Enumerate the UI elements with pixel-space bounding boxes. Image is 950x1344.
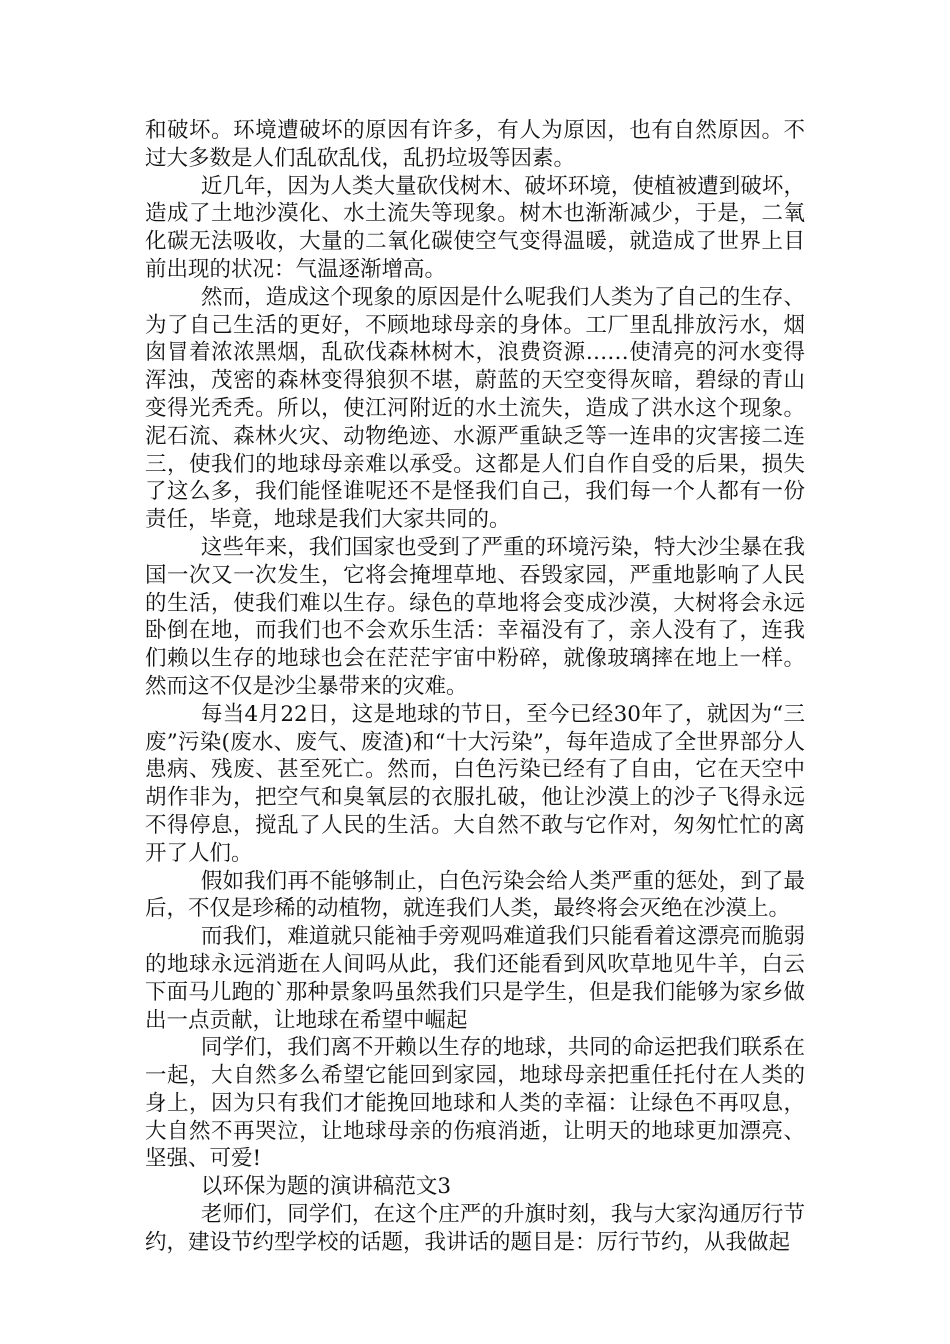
- section-heading: 以环保为题的演讲稿范文3: [200, 1174, 452, 1200]
- document-body: [145, 117, 805, 1257]
- paragraph-4: 这些年来，我们国家也受到了严重的环境污染，特大沙尘暴在我国一次又一次发生，它将会掩埋草地、吞毁家园，严重地影响了人民的生活，使我们难以生存。绿色的草地将会变成沙漠，大树将会永远卧倒在地，而我们也不会欢乐生活：幸福没有了，亲人没有了，连我们赖以生存的地球也会在茫茫宇宙中粉碎，就像玻璃摔在地上一样。然而这不仅是沙尘暴带来的灾难。: [145, 534, 805, 699]
- paragraph-2: 近几年，因为人类大量砍伐树木、破坏环境，使植被遭到破坏，造成了土地沙漠化、水土流失等现象。树木也渐渐减少，于是，二氧化碳无法吸收，大量的二氧化碳使空气变得温暖，就造成了世界上目前出现的状况：气温逐渐增高。: [145, 173, 805, 282]
- paragraph-9: 老师们，同学们，在这个庄严的升旗时刻，我与大家沟通厉行节约，建设节约型学校的话题，我讲话的题目是：厉行节约，从我做起: [145, 1202, 805, 1255]
- paragraph-3: 然而，造成这个现象的原因是什么呢我们人类为了自己的生存、为了自己生活的更好，不顾地球母亲的身体。工厂里乱排放污水，烟囱冒着浓浓黑烟，乱砍伐森林树木，浪费资源……使清亮的河水变得浑浊，茂密的森林变得狼狈不堪，蔚蓝的天空变得灰暗，碧绿的青山变得光秃秃。所以，使江河附近的水土流失，造成了洪水这个现象。泥石流、森林火灾、动物绝迹、水源严重缺乏等一连串的灾害接二连三，使我们的地球母亲难以承受。这都是人们自作自受的后果，损失了这么多，我们能怪谁呢还不是怪我们自己，我们每一个人都有一份责任，毕竟，地球是我们大家共同的。: [145, 284, 805, 533]
- paragraph-8: 同学们，我们离不开赖以生存的地球，共同的命运把我们联系在一起，大自然多么希望它能回到家园，地球母亲把重任托付在人类的身上，因为只有我们才能挽回地球和人类的幸福：让绿色不再叹息，大自然不再哭泣，让地球母亲的伤痕消逝，让明天的地球更加漂亮、坚强、可爱!: [145, 1035, 805, 1172]
- paragraph-1: 和破坏。环境遭破坏的原因有许多，有人为原因，也有自然原因。不过大多数是人们乱砍乱伐，乱扔垃圾等因素。: [145, 118, 805, 171]
- paragraph-5: 每当4月22日，这是地球的节日，至今已经30年了，就因为“三废”污染(废水、废气、废渣)和“十大污染”，每年造成了全世界部分人患病、残废、甚至死亡。然而，白色污染已经有了自由，它在天空中胡作非为，把空气和臭氧层的衣服扎破，他让沙漠上的沙子飞得永远不得停息，搅乱了人民的生活。大自然不敢与它作对，匆匆忙忙的离开了人们。: [145, 701, 805, 866]
- paragraph-7: 而我们，难道就只能袖手旁观吗难道我们只能看着这漂亮而脆弱的地球永远消逝在人间吗从此，我们还能看到风吹草地见牛羊，白云下面马儿跑的`那种景象吗虽然我们只是学生，但是我们能够为家乡做出一点贡献，让地球在希望中崛起: [145, 924, 805, 1033]
- paragraph-6: 假如我们再不能够制止，白色污染会给人类严重的惩处，到了最后，不仅是珍稀的动植物，就连我们人类，最终将会灭绝在沙漠上。: [145, 868, 805, 922]
